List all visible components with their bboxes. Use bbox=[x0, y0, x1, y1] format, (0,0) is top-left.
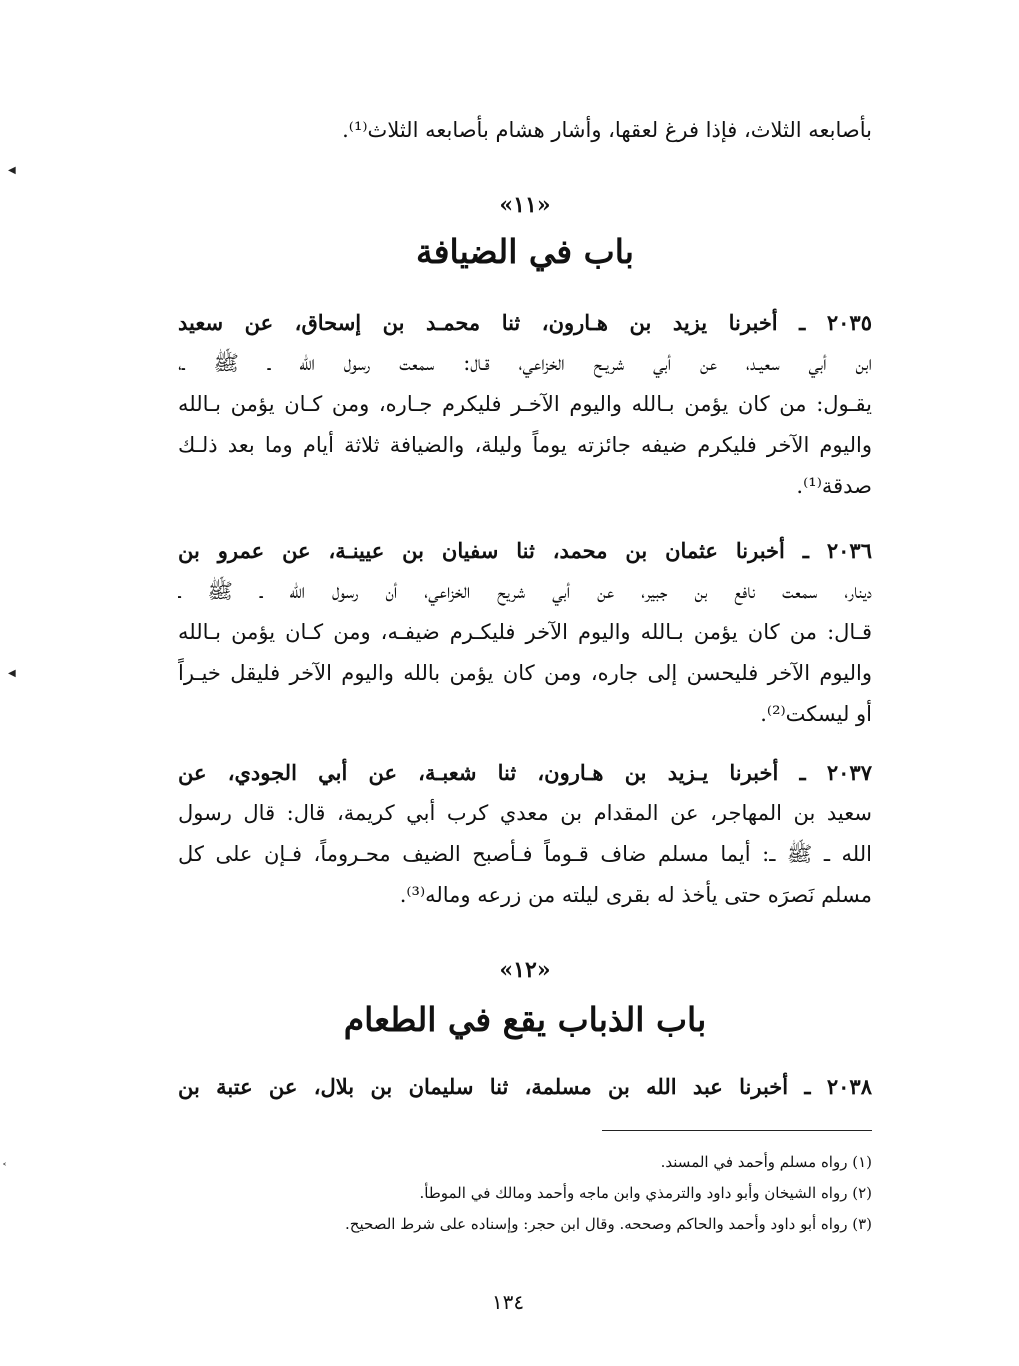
hadith-line: سعيد بن المهاجر، عن المقدام بن معدي كرب أبي كريمة، قال: قال رسول bbox=[178, 801, 872, 825]
hadith-line: الله ـ ﷺ ـ: أيما مسلم ضاف قـوماً فـأصبح الضيف محـروماً، فـإن على كل bbox=[178, 842, 872, 866]
hadith-line: مسلم نَصرَه حتى يأخذ له بقرى ليلته من زرعه وماله⁽³⁾. bbox=[399, 883, 872, 907]
scan-mark-icon: ◀ bbox=[8, 165, 16, 176]
hadith-2038 bbox=[178, 1066, 872, 1107]
hadith-line: أو ليسكت⁽²⁾. bbox=[760, 702, 872, 726]
hadith-2035 bbox=[178, 302, 872, 507]
section-number: «١١» bbox=[499, 192, 551, 218]
hadith-line: يقـول: من كان يؤمن بـالله واليوم الآخـر فليكرم جـاره، ومن كـان يؤمن بـالله bbox=[178, 392, 872, 416]
footnote-separator bbox=[602, 1130, 872, 1131]
section-title: باب الذباب يقع في الطعام bbox=[343, 1000, 707, 1039]
hadith-line: ابن أبي سعيـد، عن أبي شريـح الخزاعي، قـال: سمعت رسول الله ـ ﷺ ـ، bbox=[178, 351, 872, 375]
section-title: باب في الضيافة bbox=[416, 232, 634, 271]
hadith-line: قـال: من كان يؤمن بـالله واليوم الآخر فليكـرم ضيفـه، ومن كـان يؤمن بـالله bbox=[178, 620, 872, 644]
hadith-line: صدقة⁽¹⁾. bbox=[796, 474, 872, 498]
hadith-line: ٢٠٣٦ ـ أخبرنا عثمان بن محمد، ثنا سفيان بن عيينـة، عن عمرو بن bbox=[178, 538, 872, 563]
scan-mark-icon: ˂ bbox=[2, 1163, 7, 1174]
hadith-line: واليوم الآخر فليكرم ضيفه جائزته يوماً وليلة، والضيافة ثلاثة أيام وما بعد ذلـك bbox=[178, 433, 872, 457]
hadith-2037 bbox=[178, 752, 872, 916]
hadith-line: ٢٠٣٨ ـ أخبرنا عبد الله بن مسلمة، ثنا سليمان بن بلال، عن عتبة بن bbox=[178, 1074, 872, 1099]
hadith-line: دينار، سمعت نافع بن جبير، عن أبي شريح الخزاعي، أن رسول الله ـ ﷺ ـ bbox=[178, 579, 872, 603]
hadith-2036 bbox=[178, 530, 872, 735]
scan-mark-icon: ◀ bbox=[8, 668, 16, 679]
continuation-line: بأصابعه الثلاث، فإذا فرغ لعقها، وأشار هشام بأصابعه الثلاث⁽¹⁾. bbox=[342, 118, 872, 142]
section-number: «١٢» bbox=[499, 957, 551, 983]
footnote: (٣) رواه أبو داود وأحمد والحاكم وصححه. وقال ابن حجر: وإسناده على شرط الصحيح. bbox=[345, 1215, 872, 1233]
footnote: (٢) رواه الشيخان وأبو داود والترمذي وابن ماجه وأحمد ومالك في الموطأ. bbox=[419, 1184, 872, 1202]
hadith-line: ٢٠٣٧ ـ أخبرنا يـزيد بن هـارون، ثنا شعبـة، عن أبي الجودي، عن bbox=[178, 760, 872, 785]
footnote: (١) رواه مسلم وأحمد في المسند. bbox=[660, 1153, 872, 1171]
hadith-line: ٢٠٣٥ ـ أخبرنا يزيد بن هـارون، ثنا محمـد بن إسحاق، عن سعيد bbox=[178, 310, 872, 335]
page-number: ١٣٤ bbox=[491, 1290, 525, 1314]
continuation-paragraph bbox=[178, 110, 872, 151]
hadith-line: واليوم الآخر فليحسن إلى جاره، ومن كان يؤمن بالله واليوم الآخر فليقل خيـراً bbox=[178, 661, 872, 685]
